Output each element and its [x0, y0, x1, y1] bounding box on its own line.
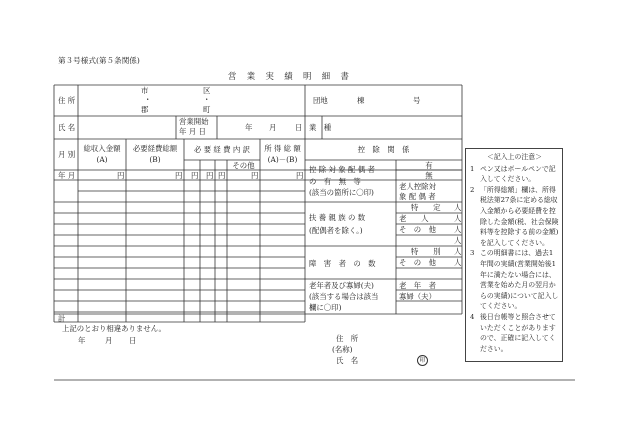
- total-label: 計: [58, 314, 66, 323]
- month-column-header: 月 別: [58, 150, 76, 159]
- breakdown-other-header: その他: [232, 161, 255, 170]
- unit-income: 円: [296, 171, 304, 180]
- note-item: [470, 185, 559, 249]
- disabled-other-unit: 人: [454, 258, 462, 267]
- widow-label-2: (該当する場合は該当: [309, 292, 379, 301]
- unit-breakdown-2: 円: [206, 171, 214, 180]
- confirmation-text: 上記のとおり相違ありません。: [62, 324, 166, 333]
- spouse-label-2: の 有 無 等: [309, 177, 361, 186]
- unit-gross: 円: [117, 171, 125, 180]
- name-field[interactable]: [82, 118, 172, 136]
- elderly-spouse-label-1: 老人控除対: [399, 182, 436, 191]
- unit-breakdown-3: 円: [218, 171, 226, 180]
- unit-expense: 円: [175, 171, 183, 180]
- unit-other: 円: [251, 171, 259, 180]
- dependents-label-2: (配偶者を除く。): [309, 226, 363, 235]
- address-label: 住 所: [58, 96, 76, 105]
- sign-title-label: (名称): [332, 345, 353, 354]
- note-text: 後日台帳等と照合させていただくことがありますので、正確に記入してください。: [480, 312, 556, 353]
- gross-header: 総収入金額: [83, 144, 121, 153]
- start-year: 年: [245, 123, 253, 132]
- spouse-label-3: (該当の箇所に〇印): [309, 188, 374, 197]
- spouse-has[interactable]: 有: [425, 161, 433, 170]
- gross-mark: (A): [96, 155, 108, 164]
- address-building: 棟: [357, 96, 365, 105]
- widow-option[interactable]: 寡婦（夫）: [399, 292, 436, 301]
- note-item: [470, 248, 559, 312]
- disabled-special: 特 別: [411, 247, 441, 256]
- note-item: [470, 164, 559, 185]
- address-city: 市: [141, 86, 149, 95]
- expense-header: 必要経費総額: [132, 144, 178, 153]
- address-town: 町: [203, 105, 211, 114]
- form-title: 営 業 実 績 明 細 書: [228, 71, 350, 81]
- address-ward: 区: [203, 86, 211, 95]
- unit-breakdown-1: 円: [191, 171, 199, 180]
- sign-address-label: 住 所: [336, 334, 359, 343]
- address-field[interactable]: [86, 90, 296, 112]
- name-label: 氏 名: [58, 123, 76, 132]
- disabled-other: そ の 他: [399, 258, 436, 267]
- dependents-label-1: 扶 養 親 族 の 数: [309, 213, 366, 222]
- note-text: 「所得総額」欄は、所得税法第27条に定める総収入金額から必要経費を控除した金額(税、社会保険料等を控除する前の金額)を記入してください。: [480, 185, 559, 247]
- aged-option[interactable]: 老 年 者: [399, 281, 436, 290]
- industry-label: 業 種: [309, 123, 332, 132]
- widow-label-3: 欄に〇印): [309, 303, 342, 312]
- note-number: 3: [470, 249, 475, 258]
- note-item: [470, 312, 559, 354]
- income-formula: (A)－(B): [267, 155, 298, 164]
- address-dot-2: ・: [203, 95, 211, 104]
- disabled-count-label: 障 害 者 の 数: [309, 259, 376, 268]
- form-number: 第３号様式(第５条関係): [58, 56, 140, 65]
- disabled-special-unit: 人: [454, 247, 462, 256]
- note-number: 1: [470, 164, 475, 173]
- elderly-spouse-label-2: 象 配 偶 者: [399, 192, 436, 201]
- notes-box: [465, 148, 563, 362]
- start-month: 月: [269, 123, 277, 132]
- sign-day: 日: [129, 336, 137, 345]
- sign-year: 年: [78, 336, 86, 345]
- dependents-specified: 特 定: [411, 203, 441, 212]
- sign-month: 月: [105, 336, 113, 345]
- expense-mark: (B): [149, 155, 161, 164]
- note-number: 4: [470, 312, 475, 321]
- address-complex: 団地: [313, 96, 328, 105]
- breakdown-header: 必 要 経 費 内 訳: [193, 145, 251, 154]
- monthly-entry-grid[interactable]: [56, 182, 303, 310]
- start-date-label-2: 年 月 日: [179, 127, 206, 136]
- industry-field[interactable]: [326, 118, 456, 136]
- spouse-none[interactable]: 無: [425, 171, 433, 180]
- address-county: 郡: [141, 105, 149, 114]
- start-day: 日: [295, 123, 303, 132]
- note-text: ペン又はボールペンで記入してください。: [480, 164, 556, 184]
- notes-title: ＜記入上の注意＞: [486, 153, 543, 161]
- sign-name-label: 氏 名: [336, 356, 359, 365]
- dependents-elderly-unit: 人: [454, 214, 462, 223]
- year-month-label: 年 月: [58, 171, 76, 180]
- deduction-header: 控 除 関 係: [357, 145, 410, 154]
- signature-field[interactable]: [360, 333, 460, 367]
- start-date-label-1: 営業開始: [179, 117, 209, 126]
- income-header: 所 得 総 額: [264, 144, 301, 153]
- dependents-elderly: 老 人: [399, 214, 429, 223]
- widow-label-1: 老年者及び寡婦(夫): [309, 281, 374, 290]
- seal-stamp-icon: 印: [417, 355, 428, 366]
- dependents-specified-unit: 人: [454, 203, 462, 212]
- note-text: この明細書には、過去1年間の実績(営業開始後1年に満たない場合には、営業を始めた月の翌月からの実績)について記入してください。: [480, 249, 559, 311]
- dependents-extra-unit: 人: [454, 236, 462, 245]
- note-number: 2: [470, 185, 475, 194]
- address-room: 号: [413, 96, 421, 105]
- dependents-other-unit: 人: [454, 225, 462, 234]
- dependents-other: そ の 他: [399, 225, 436, 234]
- spouse-label-1: 控 除 対 象 配 偶 者: [309, 165, 375, 174]
- address-dot-1: ・: [144, 95, 152, 104]
